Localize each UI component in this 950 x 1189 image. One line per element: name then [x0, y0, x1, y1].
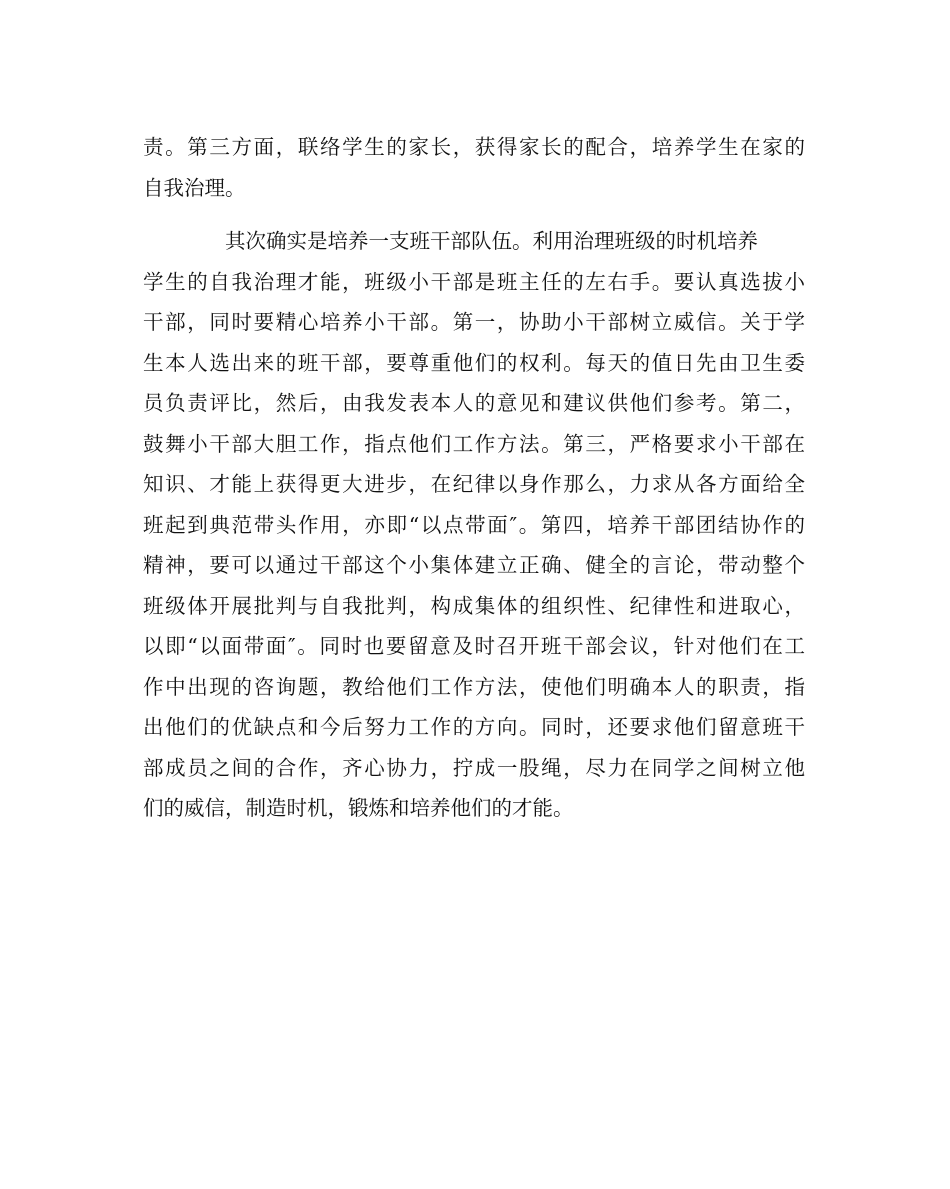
paragraph-line: 员负责评比，然后，由我发表本人的意见和建议供他们参考。第二，	[143, 391, 805, 415]
paragraph-line: 部成员之间的合作，齐心协力，拧成一股绳，尽力在同学之间树立他	[143, 755, 805, 780]
paragraph-line: 知识、才能上获得更大进步，在纪律以身作那么，力求从各方面给全	[143, 472, 805, 496]
paragraph-line: 精神，要可以通过干部这个小集体建立正确、健全的言论，带动整个	[143, 553, 805, 577]
paragraph-gap	[143, 208, 805, 221]
paragraph-line: 出他们的优缺点和今后努力工作的方向。同时，还要求他们留意班干	[143, 715, 805, 739]
paragraph-line: 其次确实是培养一支班干部队伍。利用治理班级的时机培养	[225, 229, 758, 253]
paragraph-line: 鼓舞小干部大胆工作，指点他们工作方法。第三，严格要求小干部在	[143, 431, 805, 456]
paragraph-line: 们的威信，制造时机，锻炼和培养他们的才能。	[143, 796, 574, 820]
paragraph-line: 学生的自我治理才能，班级小干部是班主任的左右手。要认真选拔小	[143, 269, 805, 294]
paragraph-2	[143, 221, 805, 829]
document-body	[143, 127, 805, 829]
paragraph-1	[143, 127, 805, 208]
paragraph-line: 班起到典范带头作用，亦即“以点带面″。第四，培养干部团结协作的	[143, 512, 805, 537]
paragraph-line: 责。第三方面，联络学生的家长，获得家长的配合，培养学生在家的	[143, 135, 805, 159]
paragraph-line: 作中出现的咨询题，教给他们工作方法，使他们明确本人的职责，指	[143, 674, 805, 699]
paragraph-line: 班级体开展批判与自我批判，构成集体的组织性、纪律性和进取心，	[143, 593, 805, 618]
paragraph-line: 自我治理。	[143, 175, 246, 200]
paragraph-line: 以即“以面带面″。同时也要留意及时召开班干部会议，针对他们在工	[143, 634, 805, 658]
paragraph-line: 生本人选出来的班干部，要尊重他们的权利。每天的值日先由卫生委	[143, 350, 805, 375]
paragraph-line: 干部，同时要精心培养小干部。第一，协助小干部树立威信。关于学	[143, 310, 805, 334]
